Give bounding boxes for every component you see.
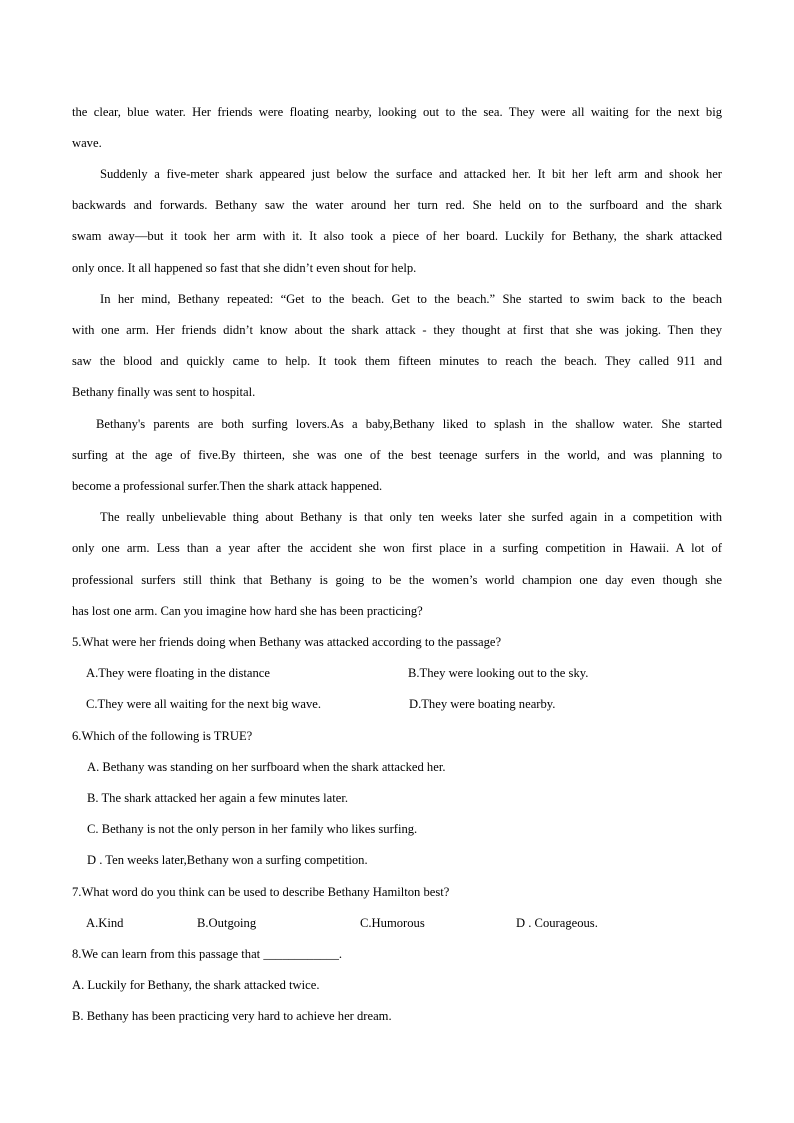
passage-line: Bethany's parents are both surfing lovers.As a baby,Bethany liked to splash in the shallow water. She started	[96, 417, 722, 431]
question-6-option-d: D . Ten weeks later,Bethany won a surfing competition.	[87, 853, 368, 867]
passage-line: In her mind, Bethany repeated: “Get to the beach. Get to the beach.” She started to swim back to the beach	[100, 292, 722, 306]
passage-line: has lost one arm. Can you imagine how hard she has been practicing?	[72, 604, 423, 618]
passage-line: professional surfers still think that Bethany is going to be the women’s world champion one day even though she	[72, 573, 722, 587]
passage-line: Suddenly a five-meter shark appeared just below the surface and attacked her. It bit her left arm and shook her	[100, 167, 722, 181]
passage-line: swam away—but it took her arm with it. It also took a piece of her board. Luckily for Bethany, the shark attacked	[72, 229, 722, 243]
passage-line: wave.	[72, 136, 102, 150]
passage-line: backwards and forwards. Bethany saw the water around her turn red. She held on to the surfboard and the shark	[72, 198, 722, 212]
passage-line: the clear, blue water. Her friends were floating nearby, looking out to the sea. They were all waiting for the next big	[72, 105, 722, 119]
question-5-option-b: B.They were looking out to the sky.	[408, 666, 589, 680]
question-6-option-a: A. Bethany was standing on her surfboard when the shark attacked her.	[87, 760, 446, 774]
question-7-stem: 7.What word do you think can be used to describe Bethany Hamilton best?	[72, 885, 450, 899]
passage-line: only once. It all happened so fast that she didn’t even shout for help.	[72, 261, 417, 275]
question-7-option-b: B.Outgoing	[197, 916, 257, 930]
passage-line: with one arm. Her friends didn’t know about the shark attack - they thought at first that she was joking. Then they	[72, 323, 722, 337]
question-6-option-b: B. The shark attacked her again a few minutes later.	[87, 791, 348, 805]
passage-line: surfing at the age of five.By thirteen, she was one of the best teenage surfers in the world, and was planning to	[72, 448, 722, 462]
question-6-option-c: C. Bethany is not the only person in her family who likes surfing.	[87, 822, 418, 836]
question-5-option-a: A.They were floating in the distance	[86, 666, 270, 680]
question-7-option-a: A.Kind	[86, 916, 124, 930]
question-8-option-b: B. Bethany has been practicing very hard to achieve her dream.	[72, 1009, 392, 1023]
question-5-stem: 5.What were her friends doing when Bethany was attacked according to the passage?	[72, 635, 502, 649]
passage-line: The really unbelievable thing about Bethany is that only ten weeks later she surfed again in a competition with	[100, 510, 722, 524]
question-5-option-d: D.They were boating nearby.	[409, 697, 556, 711]
question-8-stem: 8.We can learn from this passage that ____________.	[72, 947, 343, 961]
passage-line: saw the blood and quickly came to help. It took them fifteen minutes to reach the beach. They called 911 and	[72, 354, 722, 368]
passage-line: become a professional surfer.Then the shark attack happened.	[72, 479, 383, 493]
question-7-option-c: C.Humorous	[360, 916, 425, 930]
passage-line: Bethany finally was sent to hospital.	[72, 385, 256, 399]
question-6-stem: 6.Which of the following is TRUE?	[72, 729, 253, 743]
passage-line: only one arm. Less than a year after the accident she won first place in a surfing competition in Hawaii. A lot of	[72, 541, 722, 555]
question-8-option-a: A. Luckily for Bethany, the shark attacked twice.	[72, 978, 320, 992]
question-7-option-d: D . Courageous.	[516, 916, 598, 930]
question-5-option-c: C.They were all waiting for the next big wave.	[86, 697, 322, 711]
